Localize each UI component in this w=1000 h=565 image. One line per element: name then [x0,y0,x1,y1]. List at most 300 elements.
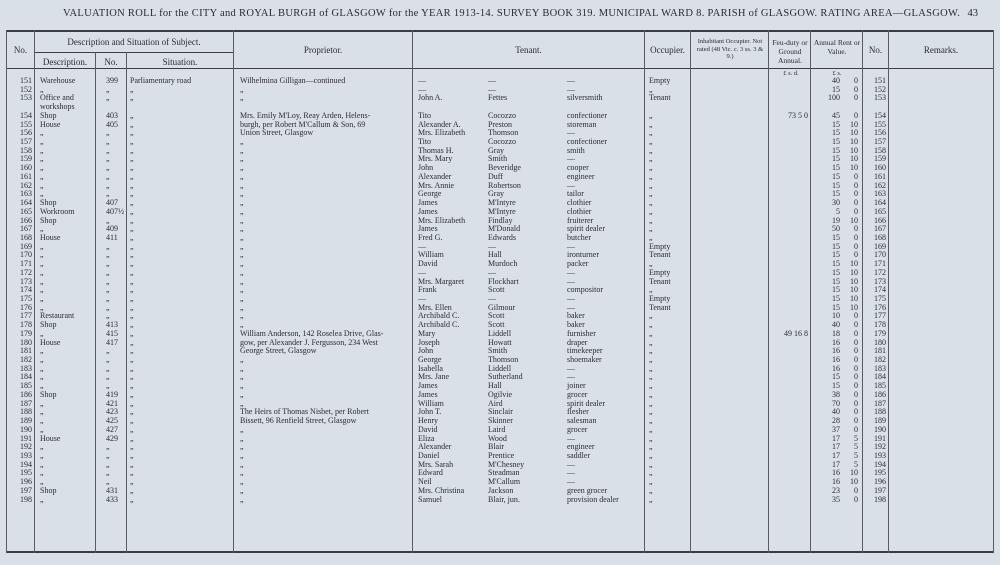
proprietor-cell: „ [240,494,244,504]
tenant-forename-cell: Frank [418,285,437,295]
occupier-cell: „ [649,84,653,94]
rent-pounds-cell: 45 [832,110,840,120]
situation-cell: „ [130,485,134,495]
proprietor-cell: „ [240,250,244,260]
header-description: Description. [42,57,88,67]
street-number-cell: „ [106,215,110,225]
row-number: 164 [20,198,32,208]
tenant-forename-cell: John T. [418,407,442,417]
rent-shillings-cell: 0 [854,250,858,260]
occupier-cell: „ [649,494,653,504]
row-number: 197 [20,485,32,495]
proprietor-cell: „ [240,232,244,242]
tenant-surname-cell: M'Callum [488,477,521,487]
rent-shillings-cell: 10 [850,267,858,277]
row-number-right: 152 [874,84,886,94]
street-number-cell: „ [106,459,110,469]
row-number-right: 196 [874,477,886,487]
description-cell: „ [40,84,44,94]
situation-cell: „ [130,232,134,242]
occupier-cell: „ [649,128,653,138]
street-number-cell: „ [106,450,110,460]
rent-shillings-cell: 0 [854,372,858,382]
tenant-surname-cell: Liddell [488,328,512,338]
tenant-occupation-cell: flesher [567,407,589,417]
street-number-cell: „ [106,346,110,356]
page-number: 43 [967,8,978,19]
row-number-right: 171 [874,259,886,269]
rent-pounds-cell: 15 [832,241,840,251]
rent-pounds-cell: 15 [832,232,840,242]
occupier-cell: „ [649,320,653,330]
tenant-occupation-cell: provision dealer [567,494,619,504]
description-cell: House [40,119,61,129]
tenant-occupation-cell: — [567,372,575,382]
description-cell: „ [40,171,44,181]
rent-shillings-cell: 10 [850,276,858,286]
proprietor-cell: „ [240,137,244,147]
occupier-cell: „ [649,450,653,460]
tenant-surname-cell: Gilmour [488,302,516,312]
tenant-forename-cell: Fred G. [418,232,443,242]
occupier-cell: „ [649,424,653,434]
row-number: 183 [20,363,32,373]
tenant-occupation-cell: baker [567,311,585,321]
row-number: 193 [20,450,32,460]
street-number-cell: „ [106,294,110,303]
street-number-cell: „ [106,442,110,452]
row-number: 178 [20,320,32,330]
tenant-surname-cell: Wood [488,433,507,443]
tenant-forename-cell: Thomas H. [418,145,454,155]
street-number-cell: 423 [106,407,118,417]
occupier-cell: „ [649,154,653,164]
tenant-forename-cell: Tito [418,137,432,147]
tenant-occupation-cell: engineer [567,171,595,181]
proprietor-cell: „ [240,355,244,365]
tenant-forename-cell: Mrs. Elizabeth [418,215,466,225]
tenant-occupation-cell: — [567,84,575,94]
proprietor-cell: „ [240,459,244,469]
tenant-occupation-cell: packer [567,259,589,269]
occupier-cell: Empty [649,267,671,277]
street-number-cell: „ [106,128,110,138]
row-number-right: 172 [874,267,886,277]
description-cell: „ [40,224,44,234]
page-title: VALUATION ROLL for the CITY and ROYAL BURGH of GLASGOW for the YEAR 1913-14. SURVEY BOOK 319. MUNICIPAL WARD 8. PARISH of GLASGOW. RATING AREA—GLASGOW. [63,8,961,19]
row-number: 157 [20,137,32,147]
rent-shillings-cell: 0 [854,76,858,85]
street-number-cell: „ [106,363,110,373]
rent-pounds-cell: 40 [832,407,840,417]
description-cell: „ [40,302,44,312]
tenant-surname-cell: Cocozzo [488,137,516,147]
tenant-surname-cell: Skinner [488,416,513,426]
header-inhabitant-occupier: Inhabitant Occupier. Not rated (48 Vic. c. 3 ss. 3 & 9.) [696,38,764,60]
description-cell: Restaurant [40,311,75,321]
street-number-cell: „ [106,241,110,251]
row-number: 152 [20,84,32,94]
row-number-right: 190 [874,424,886,434]
tenant-occupation-cell: confectioner [567,137,607,147]
rent-shillings-cell: 5 [854,459,858,469]
proprietor-cell: „ [240,180,244,190]
rent-pounds-cell: 40 [832,320,840,330]
rent-shillings-cell: 10 [850,259,858,269]
tenant-forename-cell: George [418,189,442,199]
rent-pounds-cell: 15 [832,294,840,303]
situation-cell: „ [130,137,134,147]
row-number: 154 [20,110,32,120]
description-cell: workshops [40,102,75,112]
description-cell: „ [40,250,44,260]
street-number-cell: „ [106,276,110,286]
row-number-right: 193 [874,450,886,460]
tenant-forename-cell: Daniel [418,450,440,460]
rent-shillings-cell: 0 [854,180,858,190]
tenant-surname-cell: Flockhart [488,276,519,286]
situation-cell: „ [130,381,134,391]
rent-pounds-cell: 18 [832,328,840,338]
tenant-occupation-cell: baker [567,320,585,330]
rent-pounds-cell: 16 [832,355,840,365]
street-number-cell: „ [106,250,110,260]
street-number-cell: „ [106,171,110,181]
tenant-forename-cell: Mrs. Sarah [418,459,454,469]
tenant-forename-cell: — [418,267,426,277]
description-cell: Shop [40,198,57,208]
rent-shillings-cell: 0 [854,363,858,373]
rent-shillings-cell: 0 [854,346,858,356]
tenant-occupation-cell: spirit dealer [567,398,605,408]
row-number: 198 [20,494,32,504]
occupier-cell: „ [649,189,653,199]
row-number-right: 165 [874,206,886,216]
situation-cell: „ [130,198,134,208]
proprietor-cell: „ [240,285,244,295]
table-top-rule [6,30,994,32]
street-number-cell: „ [106,163,110,173]
street-number-cell: „ [106,145,110,155]
rent-shillings-cell: 0 [854,311,858,321]
tenant-surname-cell: Duff [488,171,503,181]
rent-pounds-cell: 16 [832,346,840,356]
street-number-cell: „ [106,311,110,321]
proprietor-cell: „ [240,154,244,164]
tenant-forename-cell: David [418,424,438,434]
proprietor-cell: Union Street, Glasgow [240,128,314,138]
situation-cell: „ [130,171,134,181]
rent-shillings-cell: 10 [850,468,858,478]
tenant-forename-cell: Joseph [418,337,440,347]
rent-pounds-cell: 16 [832,468,840,478]
row-number: 160 [20,163,32,173]
tenant-forename-cell: James [418,381,438,391]
rent-shillings-cell: 0 [854,320,858,330]
row-number: 159 [20,154,32,164]
rent-shillings-cell: 0 [854,198,858,208]
rent-shillings-cell: 0 [854,84,858,94]
occupier-cell: „ [649,398,653,408]
proprietor-cell: Mrs. Emily M'Loy, Reay Arden, Helens- [240,110,371,120]
occupier-cell: „ [649,485,653,495]
feu-units: £ s. d. [783,70,799,77]
description-cell: „ [40,137,44,147]
tenant-occupation-cell: compositor [567,285,603,295]
tenant-occupation-cell: — [567,267,575,277]
tenant-occupation-cell: ironturner [567,250,599,260]
situation-cell: „ [130,389,134,399]
row-number: 171 [20,259,32,269]
occupier-cell: „ [649,171,653,181]
rent-pounds-cell: 15 [832,163,840,173]
situation-cell: „ [130,241,134,251]
row-number-right: 185 [874,381,886,391]
header-bottom-rule [6,68,994,69]
row-number: 182 [20,355,32,365]
row-number: 169 [20,241,32,251]
street-number-cell: „ [106,302,110,312]
tenant-surname-cell: — [488,294,496,303]
street-number-cell: 429 [106,433,118,443]
proprietor-cell: „ [240,215,244,225]
tenant-surname-cell: Blair, jun. [488,494,520,504]
rent-pounds-cell: 15 [832,381,840,391]
rent-pounds-cell: 70 [832,398,840,408]
situation-cell: „ [130,328,134,338]
description-cell: Shop [40,320,57,330]
tenant-surname-cell: Beveridge [488,163,521,173]
situation-cell: „ [130,276,134,286]
rent-shillings-cell: 0 [854,206,858,216]
rent-shillings-cell: 5 [854,442,858,452]
occupier-cell: „ [649,477,653,487]
row-number-right: 153 [874,93,886,103]
tenant-surname-cell: Gray [488,145,504,155]
row-number-right: 162 [874,180,886,190]
rent-shillings-cell: 0 [854,241,858,251]
tenant-forename-cell: Alexander [418,442,452,452]
tenant-surname-cell: Findlay [488,215,513,225]
tenant-surname-cell: Murdoch [488,259,518,269]
tenant-occupation-cell: — [567,477,575,487]
tenant-occupation-cell: salesman [567,416,597,426]
situation-cell: „ [130,450,134,460]
row-number: 162 [20,180,32,190]
table-bottom-rule [6,551,994,553]
description-cell: „ [40,259,44,269]
description-cell: House [40,232,61,242]
tenant-forename-cell: — [418,241,426,251]
street-number-cell: „ [106,381,110,391]
rent-pounds-cell: 15 [832,145,840,155]
rent-pounds-cell: 15 [832,119,840,129]
proprietor-cell: „ [240,276,244,286]
situation-cell: „ [130,259,134,269]
row-number: 194 [20,459,32,469]
row-number: 151 [20,76,32,85]
rent-pounds-cell: 15 [832,372,840,382]
proprietor-cell: George Street, Glasgow [240,346,317,356]
tenant-occupation-cell: confectioner [567,110,607,120]
row-number: 177 [20,311,32,321]
situation-cell: „ [130,416,134,426]
rent-shillings-cell: 10 [850,145,858,155]
proprietor-cell: gow, per Alexander J. Fergusson, 234 West [240,337,378,347]
description-cell: „ [40,285,44,295]
street-number-cell: „ [106,267,110,277]
occupier-cell: „ [649,355,653,365]
row-number-right: 164 [874,198,886,208]
row-number-right: 173 [874,276,886,286]
row-number-right: 194 [874,459,886,469]
situation-cell: „ [130,180,134,190]
tenant-surname-cell: Smith [488,346,508,356]
row-number: 192 [20,442,32,452]
street-number-cell: 405 [106,119,118,129]
tenant-occupation-cell: furnisher [567,328,596,338]
tenant-forename-cell: Mrs. Mary [418,154,453,164]
situation-cell: „ [130,398,134,408]
row-number-right: 155 [874,119,886,129]
row-number: 175 [20,294,32,303]
tenant-forename-cell: Mrs. Elizabeth [418,128,466,138]
proprietor-cell: „ [240,442,244,452]
situation-cell: „ [130,84,134,94]
proprietor-cell: „ [240,311,244,321]
row-number-right: 195 [874,468,886,478]
tenant-surname-cell: Prentice [488,450,515,460]
table-row [0,77,1000,86]
street-number-cell: 407½ [106,206,124,216]
row-number: 186 [20,389,32,399]
proprietor-cell: „ [240,171,244,181]
proprietor-cell: „ [240,372,244,382]
rent-shillings-cell: 0 [854,485,858,495]
row-number-right: 163 [874,189,886,199]
rent-shillings-cell: 10 [850,137,858,147]
row-number: 153 [20,93,32,103]
rent-pounds-cell: 15 [832,189,840,199]
rent-pounds-cell: 16 [832,337,840,347]
situation-cell: „ [130,93,134,103]
header-feu-duty: Feu-duty or Ground Annual. [772,38,808,65]
row-number-right: 187 [874,398,886,408]
rent-pounds-cell: 17 [832,433,840,443]
description-cell: „ [40,468,44,478]
proprietor-cell: „ [240,468,244,478]
occupier-cell: „ [649,346,653,356]
tenant-surname-cell: — [488,84,496,94]
street-number-cell: „ [106,189,110,199]
tenant-surname-cell: — [488,76,496,85]
occupier-cell: „ [649,198,653,208]
rent-shillings-cell: 0 [854,381,858,391]
tenant-occupation-cell: — [567,128,575,138]
tenant-occupation-cell: draper [567,337,588,347]
proprietor-cell: „ [240,302,244,312]
proprietor-cell: William Anderson, 142 Roselea Drive, Glas- [240,328,384,338]
tenant-surname-cell: M'Chesney [488,459,525,469]
tenant-forename-cell: James [418,389,438,399]
tenant-surname-cell: Aird [488,398,503,408]
description-cell: „ [40,128,44,138]
rent-pounds-cell: 15 [832,285,840,295]
proprietor-cell: „ [240,450,244,460]
description-cell: House [40,433,61,443]
tenant-occupation-cell: butcher [567,232,591,242]
tenant-forename-cell: Eliza [418,433,435,443]
tenant-occupation-cell: timekeeper [567,346,603,356]
proprietor-cell: „ [240,241,244,251]
street-number-cell: „ [106,477,110,487]
tenant-surname-cell: Edwards [488,232,516,242]
situation-cell: „ [130,224,134,234]
situation-cell: „ [130,285,134,295]
description-cell: „ [40,477,44,487]
situation-cell: „ [130,294,134,303]
row-number-right: 156 [874,128,886,138]
rent-pounds-cell: 15 [832,84,840,94]
street-number-cell: 403 [106,110,118,120]
proprietor-cell: „ [240,294,244,303]
rent-pounds-cell: 35 [832,494,840,504]
tenant-occupation-cell: tailor [567,189,584,199]
tenant-surname-cell: Cocozzo [488,110,516,120]
street-number-cell: „ [106,355,110,365]
tenant-forename-cell: John A. [418,93,443,103]
tenant-forename-cell: James [418,206,438,216]
occupier-cell: Tenant [649,276,671,286]
description-cell: „ [40,363,44,373]
feu-duty-cell: 49 16 8 [784,328,808,338]
tenant-occupation-cell: green grocer [567,485,608,495]
rent-shillings-cell: 10 [850,302,858,312]
row-number-right: 170 [874,250,886,260]
row-number: 158 [20,145,32,155]
row-number: 161 [20,171,32,181]
tenant-occupation-cell: — [567,468,575,478]
occupier-cell: „ [649,372,653,382]
rent-shillings-cell: 0 [854,407,858,417]
rent-shillings-cell: 10 [850,163,858,173]
row-number: 184 [20,372,32,382]
tenant-surname-cell: Blair [488,442,504,452]
rent-shillings-cell: 0 [854,398,858,408]
proprietor-cell: „ [240,320,244,330]
situation-cell: „ [130,302,134,312]
street-number-cell: „ [106,154,110,164]
row-number-right: 184 [874,372,886,382]
tenant-surname-cell: — [488,267,496,277]
situation-cell: „ [130,311,134,321]
tenant-forename-cell: James [418,224,438,234]
description-cell: „ [40,416,44,426]
street-number-cell: 421 [106,398,118,408]
row-number-right: 157 [874,137,886,147]
street-number-cell: „ [106,137,110,147]
tenant-occupation-cell: grocer [567,389,588,399]
street-number-cell: 433 [106,494,118,504]
description-cell: „ [40,424,44,434]
tenant-occupation-cell: smith [567,145,585,155]
proprietor-cell: burgh, per Robert M'Callum & Son, 69 [240,119,366,129]
tenant-occupation-cell: — [567,154,575,164]
row-number: 196 [20,477,32,487]
row-number-right: 189 [874,416,886,426]
row-number-right: 183 [874,363,886,373]
occupier-cell: „ [649,337,653,347]
